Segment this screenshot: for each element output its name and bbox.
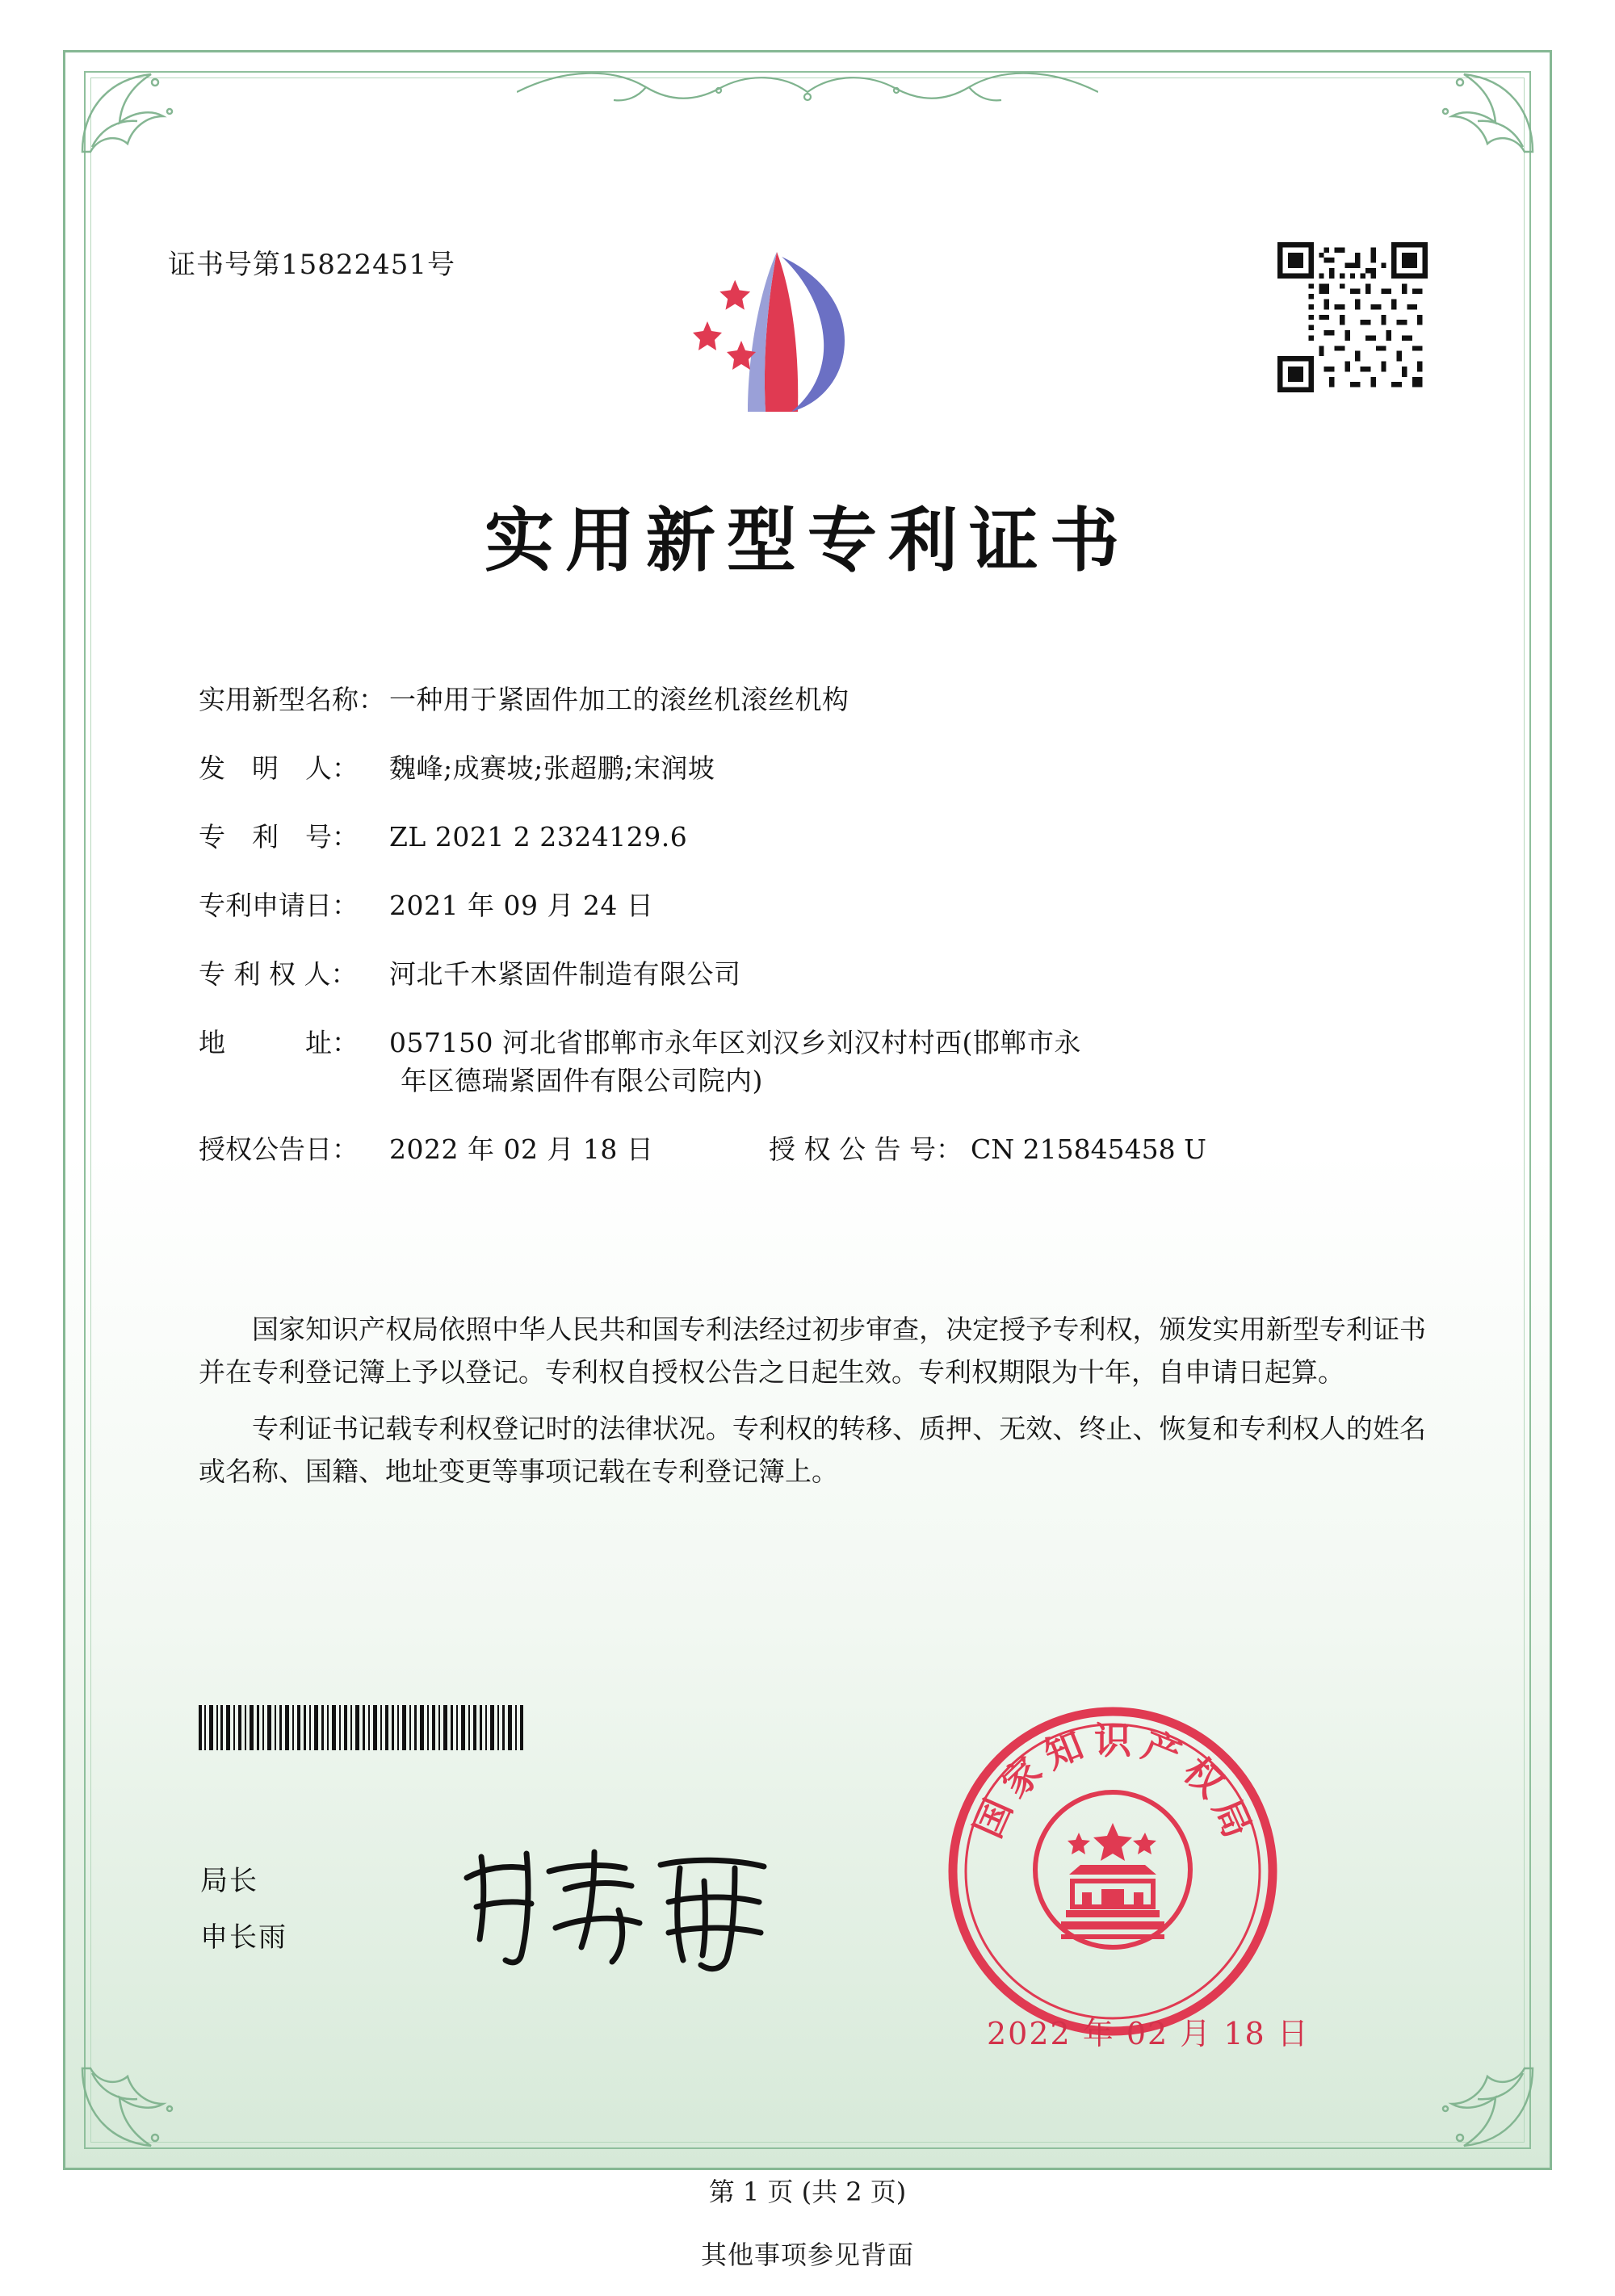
page-indicator: 第 1 页 (共 2 页)	[708, 2177, 907, 2207]
field-value: 2021 年 09 月 24 日	[389, 890, 654, 921]
director-label: 局长	[200, 1865, 258, 1897]
field-value: 一种用于紧固件加工的滚丝机滚丝机构	[389, 684, 849, 715]
field-label-grant-date: 授权公告日：	[199, 1133, 359, 1165]
barcode-icon	[199, 1705, 602, 1750]
seal-date: 2022 年 02 月 18 日	[987, 2016, 1310, 2051]
field-label: 专利申请日：	[199, 890, 359, 921]
field-label: 专 利 权 人：	[199, 958, 358, 990]
field-label: 专 利 号：	[199, 821, 359, 853]
corner-flourish-icon	[1420, 2060, 1541, 2157]
field-label-grant-number: 授 权 公 告 号：	[769, 1133, 963, 1165]
svg-text:局: 局	[1204, 1792, 1261, 1845]
qr-code-icon	[1277, 242, 1428, 392]
director-name: 申长雨	[200, 1921, 287, 1954]
field-patent-number	[199, 821, 1426, 853]
corner-flourish-icon	[74, 2060, 195, 2157]
field-patentee	[199, 958, 1426, 990]
corner-flourish-icon	[1420, 63, 1541, 160]
field-value-line2: 年区德瑞紧固件有限公司院内)	[401, 1065, 763, 1096]
footer-note: 其他事项参见背面	[700, 2239, 914, 2270]
field-value: 魏峰;成赛坡;张超鹏;宋润坡	[389, 752, 715, 784]
certificate-number: 证书号第15822451号	[168, 249, 456, 281]
legal-paragraph: 国家知识产权局依照中华人民共和国专利法经过初步审查，决定授予专利权，颁发实用新型专利证书并在专利登记簿上予以登记。专利权自授权公告之日起生效。专利权期限为十年，自申请日起算。	[199, 1313, 1426, 1389]
field-value-line1: 057150 河北省邯郸市永年区刘汉乡刘汉村村西(邯郸市永	[389, 1027, 1081, 1058]
field-value: ZL 2021 2 2324129.6	[389, 821, 688, 853]
corner-flourish-icon	[74, 63, 195, 160]
page-title: 实用新型专利证书	[484, 500, 1130, 581]
svg-text:家: 家	[993, 1749, 1051, 1806]
field-label: 实用新型名称：	[199, 684, 385, 715]
field-application-date	[199, 892, 1426, 919]
field-value-grant-date: 2022 年 02 月 18 日	[389, 1133, 654, 1165]
official-seal	[943, 1702, 1282, 2041]
field-utility-model-name	[199, 686, 1426, 713]
field-value-wrapper	[389, 1029, 1426, 1094]
legal-text-block	[199, 1308, 1426, 1506]
svg-text:识: 识	[1094, 1719, 1131, 1762]
field-value: 河北千木紧固件制造有限公司	[389, 958, 741, 990]
field-inventors	[199, 752, 1426, 784]
field-address	[199, 1029, 1426, 1094]
field-value-grant-number: CN 215845458 U	[971, 1133, 1206, 1165]
field-label: 发 明 人：	[199, 752, 359, 784]
field-grant-announcement	[199, 1133, 1426, 1165]
certificate-fields	[199, 686, 1426, 1205]
svg-text:权: 权	[1175, 1749, 1232, 1806]
svg-text:国: 国	[965, 1792, 1021, 1845]
svg-text:产: 产	[1136, 1723, 1188, 1778]
field-label: 地 址：	[199, 1027, 359, 1058]
svg-text:知: 知	[1038, 1723, 1089, 1778]
legal-paragraph: 专利证书记载专利权登记时的法律状况。专利权的转移、质押、无效、终止、恢复和专利权人的姓名或名称、国籍、地址变更等事项记载在专利登记簿上。	[199, 1412, 1426, 1488]
cnipa-logo-icon	[678, 242, 880, 428]
top-border-ornament-icon	[517, 60, 1098, 116]
handwritten-signature-icon	[452, 1833, 791, 1978]
